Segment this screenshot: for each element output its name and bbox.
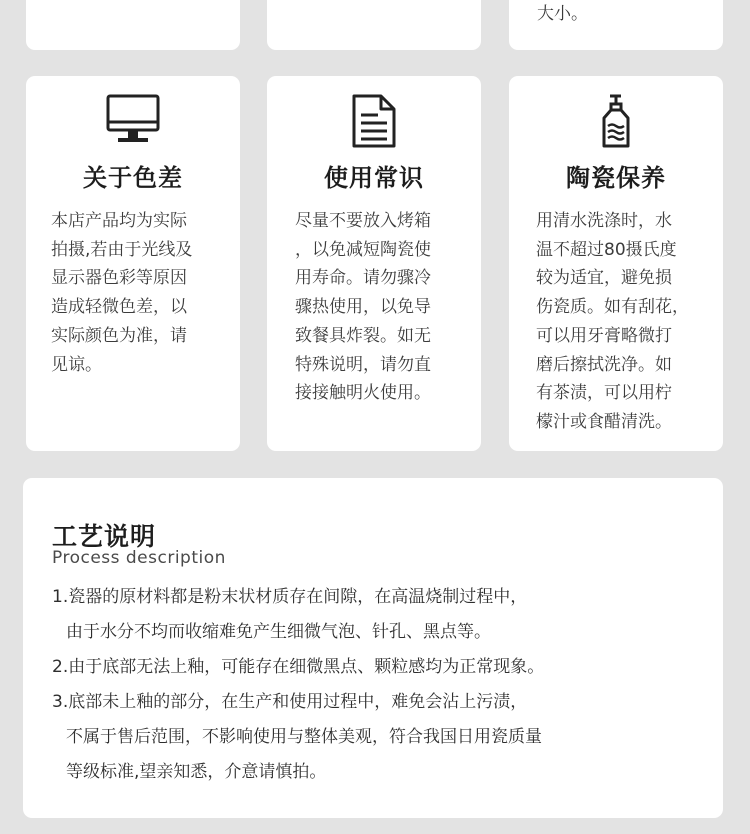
section-title: 工艺说明	[52, 522, 157, 551]
monitor-icon	[26, 94, 240, 148]
note-line: 等级标准,望亲知悉，介意请慎拍。	[66, 762, 327, 782]
body-line: 骤热使用，以免导	[295, 297, 431, 318]
top-left-card	[26, 0, 240, 50]
note-line: 2.由于底部无法上釉，可能存在细微黑点、颗粒感均为正常现象。	[52, 657, 545, 677]
process-notes	[52, 580, 544, 790]
card-body	[51, 207, 230, 379]
card-title: 关于色差	[83, 164, 183, 192]
body-line: 特殊说明，请勿直	[295, 354, 431, 375]
body-line: 温不超过80摄氏度	[536, 239, 677, 260]
body-line: ，以免减短陶瓷使	[295, 239, 431, 260]
card-body	[536, 207, 719, 437]
body-line: 用寿命。请勿骤冷	[295, 268, 431, 289]
body-line: 有茶渍，可以用柠	[536, 383, 672, 404]
usage-tips-card	[267, 76, 481, 451]
body-line: 造成轻微色差，以	[51, 297, 187, 318]
card-body	[295, 207, 471, 408]
body-line: 较为适宜，避免损	[536, 268, 672, 289]
note-line: 由于水分不均而收缩难免产生细微气泡、针孔、黑点等。	[66, 622, 491, 642]
card-title: 陶瓷保养	[566, 164, 666, 192]
color-difference-card	[26, 76, 240, 451]
body-line: 尽量不要放入烤箱	[295, 211, 431, 231]
process-description-card	[23, 478, 723, 818]
body-line: 拍摄,若由于光线及	[51, 239, 193, 260]
note-line: 不属于售后范围，不影响使用与整体美观，符合我国日用瓷质量	[66, 727, 542, 747]
section-subtitle: Process description	[52, 548, 226, 568]
document-icon	[267, 94, 481, 148]
body-line: 檬汁或食醋清洗。	[536, 411, 672, 432]
note-line: 1.瓷器的原材料都是粉末状材质存在间隙，在高温烧制过程中，	[52, 587, 528, 607]
body-line: 实际颜色为准，请	[51, 325, 187, 346]
card-title: 使用常识	[324, 164, 424, 192]
ceramic-care-card	[509, 76, 723, 451]
body-line: 伤瓷质。如有刮花，	[536, 297, 689, 318]
body-line: 接接触明火使用。	[295, 383, 431, 404]
top-right-card	[509, 0, 723, 50]
body-line: 用清水洗涤时，水	[536, 211, 672, 231]
body-line: 本店产品均为实际	[51, 211, 187, 231]
snippet-line: 大小。	[537, 4, 588, 24]
body-line: 致餐具炸裂。如无	[295, 325, 431, 346]
body-line: 磨后擦拭洗净。如	[536, 354, 672, 375]
body-line: 可以用牙膏略微打	[536, 325, 672, 346]
body-line: 见谅。	[51, 354, 102, 375]
top-middle-card	[267, 0, 481, 50]
soap-bottle-icon	[509, 94, 723, 148]
top-right-snippet	[537, 0, 707, 29]
body-line: 显示器色彩等原因	[51, 268, 187, 289]
note-line: 3.底部未上釉的部分，在生产和使用过程中，难免会沾上污渍，	[52, 692, 528, 712]
